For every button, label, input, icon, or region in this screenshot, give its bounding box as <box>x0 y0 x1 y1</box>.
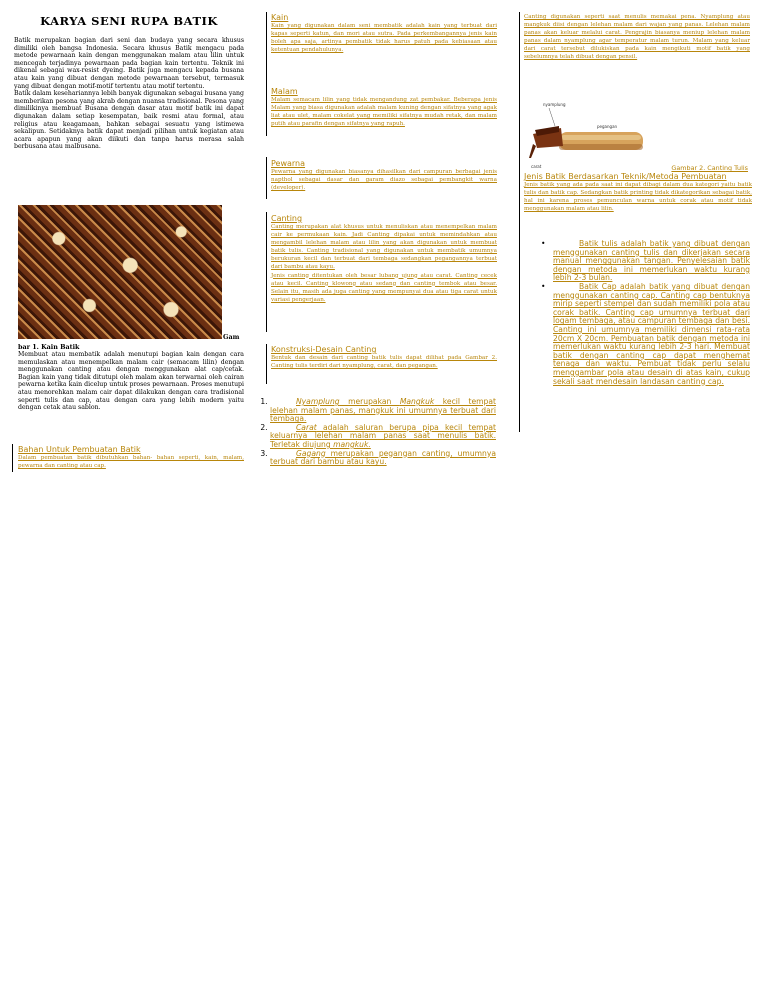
canting-text-1: Canting merupakan alat khusus untuk menuliskan atau menempelkan malam cair ke permukaan kain. Jadi Canting dipakai untuk memindahkan atau mengambil lelehan malam atau lilin yang akan digunakan untuk membuat batik tulis. Canting tradisional yang digunakan untuk membatik umumnya berukuran kecil dan terbuat dari tembaga sedangkan pegangannya terbuat dari bambu atau kayu. <box>271 224 497 271</box>
bahan-text: Dalam pembuatan batik dibutuhkan bahan- bahan seperti, kain, malam, pewarna dan canting atau cap. <box>18 455 244 470</box>
kain-heading: Kain <box>271 13 289 22</box>
intro-paragraph-1: Batik merupakan bagian dari seni dan budaya yang secara khusus dimiliki oleh bangsa Indonesia. Secara khusus Batik mengacu pada metode pewarnaan kain dengan menggunakan malam atau lilin untuk mencegah terjadinya pewarnaan pada bagian kain tertentu. Teknik ini dikenal sebagai wax-resist dyeing. Batik juga mengacu kepada busana atau kain yang dibuat dengan metode pewarnaan tersebut, termasuk yang dibuat dengan motif-motif tertentu atau motif tertentu. <box>14 37 244 90</box>
jenis-text: Jenis batik yang ada pada saat ini dapat dibagi dalam dua kategori yaitu batik tulis dan batik cap. Sedangkan batik printing tidak dikategorikan sebagai batik, hal ini karena proses pemunculan warna untuk corak atau motif tidak menggunakan malam atau lilin. <box>524 182 752 213</box>
list-item: • Batik Cap adalah batik yang dibuat dengan menggunakan canting cap. Canting cap bentuknya mirip seperti stempel dan sudah memiliki pola atau corak batik. Canting cap umumnya terbuat dari logam tembaga, atau campuran tembaga dan besi. Canting ini umumnya memiliki dimensi rata-rata 20cm X 20cm. Pembuatan batik dengan metoda ini memerlukan waktu kurang lebih 2-3 hari. Membuat batik dengan canting cap dapat menghemat tenaga dan waktu. Pembuat tidak perlu selalu menggambar pola atau desain di atas kain, cukup sekali saat mendesain landasan canting cap. <box>553 283 750 386</box>
col3-top-section <box>524 13 750 62</box>
body-paragraph-3: Membuat atau membatik adalah menutupi bagian kain dengan cara memulaskan atau menempelkan malam cair (semacam lilin) dengan menggunakan canting atau dengan menggunakan alat cap/cetak. Bagian kain yang tidak ditutupi oleh malam akan terwarnai oleh cairan pewarna ketika kain dicelup untuk proses pewarnaan. Proses menutupi atau menorehkan malam cair dapat dilakukan dengan cara tradisional seperti tulis dan cap, atau dengan cara yang lebih modern yaitu dengan cetak atau sablon. <box>18 351 244 412</box>
jenis-heading: Jenis Batik Berdasarkan Teknik/Metoda Pembuatan <box>524 172 727 181</box>
col3-bar <box>519 12 520 432</box>
figure1-caption-part-b: bar 1. Kain Batik <box>18 343 80 351</box>
col2-bar-3 <box>266 212 267 332</box>
intro-paragraph-2: Batik dalam kesehariannya lebih banyak digunakan sebagai busana yang memberikan pesona yang akrab dengan nuansa tradisional. Pesona yang dimilikinya membuat Busana dengan dasar atau motif batik ini dapat digunakan dalam setiap kesempatan, baik resmi atau formal, atau religius atau keagamaan, bahkan sebagai sesuatu yang istimewa sekalipun. Setidaknya batik dapat menjadi pilihan untuk kegiatan atau acara apapun yang akan diikuti dan tanpa harus merasa salah berbusana atau malbusana. <box>14 90 244 151</box>
pewarna-text: Pewarna yang digunakan biasanya dihasilkan dari campuran berbagai jenis napthol sebagai dasar dan garam diazo sebagai pembangkit warna (developer). <box>271 169 497 192</box>
batik-types-list <box>543 240 750 386</box>
label-carat: carat <box>531 164 542 169</box>
konstruksi-heading: Konstruksi-Desain Canting <box>271 345 377 354</box>
col2-bar-4 <box>266 344 267 384</box>
batik-fabric-image <box>18 205 222 339</box>
canting-tool-image <box>527 100 647 172</box>
canting-parts-list <box>256 398 496 467</box>
canting-section <box>271 214 497 304</box>
document-title: KARYA SENI RUPA BATIK <box>40 14 218 28</box>
col2-bar-1 <box>266 12 267 136</box>
malam-heading: Malam <box>271 87 298 96</box>
label-pegangan: pegangan <box>597 124 618 129</box>
col3-mid-section <box>524 164 752 213</box>
label-nyamplung: nyamplung <box>543 102 566 107</box>
canting-usage-text: Canting digunakan seperti saat menulis memakai pena. Nyamplung atau mangkuk diisi dengan lelehan malam dari wajan yang panas. Lelehan malam panas akan keluar melalui carat. Pengrajin biasanya meniup lelehan malam panas dalam nyamplung agar temperatur malam turun. Malam yang keluar dari carat tersebut dilukiskan pada kain mengikuti motif batik yang sebelumnya telah dibuat dengan pensil. <box>524 14 750 61</box>
bahan-bar <box>12 444 13 472</box>
pewarna-section <box>271 159 497 192</box>
konstruksi-text: Bentuk dan desain dari canting batik tulis dapat dilihat pada Gambar 2. Canting tulis terdiri dari nyamplung, carat, dan pegangan. <box>271 355 497 370</box>
konstruksi-section <box>271 345 497 370</box>
col1-lower <box>18 343 244 412</box>
list-item: 1. Nyamplung merupakan Mangkuk kecil tempat lelehan malam panas, mangkuk ini umumnya terbuat dari tembaga. <box>270 398 496 424</box>
bahan-section <box>18 445 244 470</box>
pewarna-heading: Pewarna <box>271 159 306 168</box>
kain-text: Kain yang digunakan dalam seni membatik adalah kain yang terbuat dari kapas seperti katun, dan mori atau sutra. Pada perkembangannya jenis kain boleh apa saja, artinya pembatik tidak harus patuh pada kebiasaan atau ketentuan pendahulunya. <box>271 23 497 54</box>
list-item: 3. Gagang merupakan pegangan canting, umumnya terbuat dari bambu atau kayu. <box>270 450 496 467</box>
bahan-heading: Bahan Untuk Pembuatan Batik <box>18 445 141 454</box>
list-item: • Batik tulis adalah batik yang dibuat dengan menggunakan canting tulis dan dikerjakan secara manual menggunakan tangan. Penyelesaian batik dengan metoda ini memerlukan waktu kurang lebih 2-3 bulan. <box>553 240 750 283</box>
kain-section <box>271 13 497 54</box>
malam-text: Malam semacam lilin yang tidak mengandung zat pembakar. Beberapa jenis Malam yang biasa digunakan adalah malam kuning dengan sifatnya yang agak liat atau ulet, malam cokelat yang memiliki sifatnya mudah retak, dan malam putih atau parafin dengan sifatnya yang rapuh. <box>271 97 497 128</box>
list-item: 2. Carat adalah saluran berupa pipa kecil tempat keluarnya lelehan malam panas saat menulis batik. Terletak diujung mangkuk. <box>270 424 496 450</box>
figure1-caption-part-a: Gam <box>223 333 240 341</box>
canting-text-2: Jenis canting ditentukan oleh besar lubang ujung atau carat. Canting cecek atau kecil. Canting klowong atau sedang dan canting tembok atau besar. Selain itu, masih ada juga canting yang mempunyai dua atau tiga carat untuk variasi pengerjaan. <box>271 272 497 303</box>
column-left <box>14 0 244 151</box>
figure2-caption: Gambar 2. Canting Tulis <box>671 164 748 172</box>
col2-bar-2 <box>266 157 267 199</box>
malam-section <box>271 87 497 128</box>
canting-heading: Canting <box>271 214 303 223</box>
